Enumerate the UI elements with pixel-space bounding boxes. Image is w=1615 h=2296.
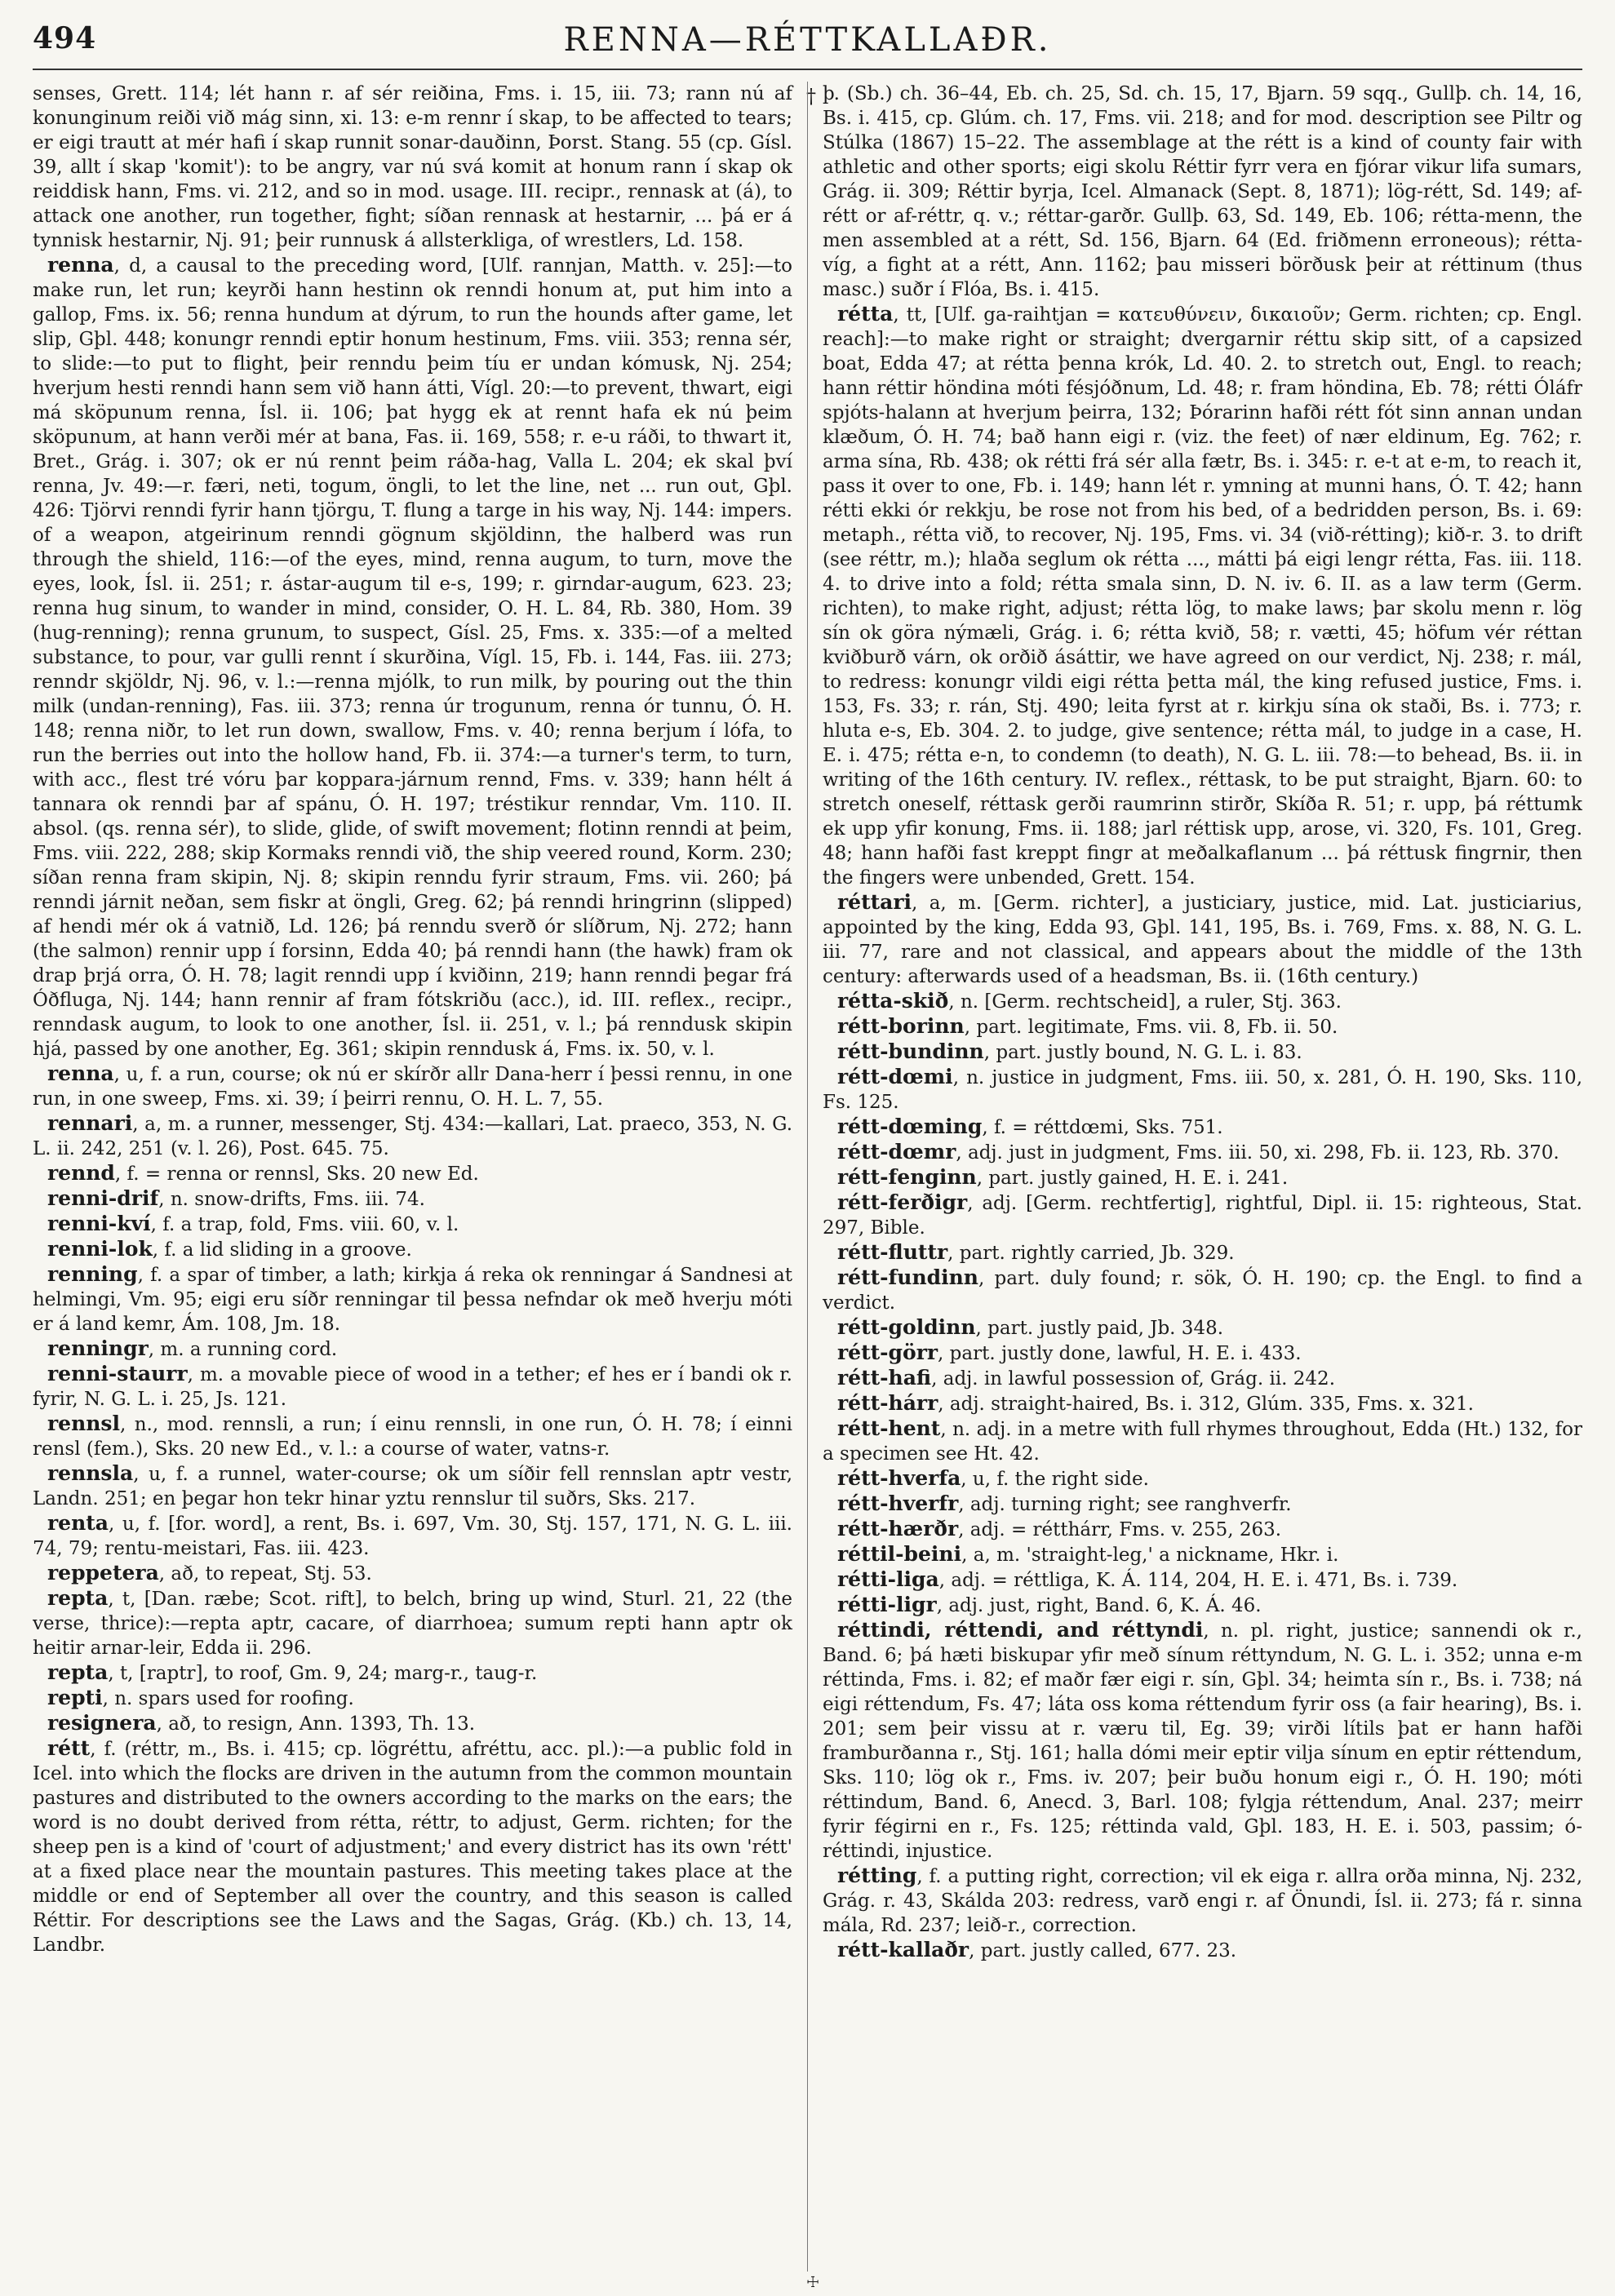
dictionary-entry: rétt-hent, n. adj. in a metre with full rhymes throughout, Edda (Ht.) 132, for a specimen see Ht. 42.	[823, 1416, 1582, 1465]
entry-headword: rétt-bundinn	[837, 1039, 984, 1063]
dictionary-entry: repti, n. spars used for roofing.	[47, 1686, 354, 1709]
dictionary-entry: rétt-hverfa, u, f. the right side.	[837, 1466, 1149, 1490]
entry-definition: n. snow-drifts, Fms. iii. 74.	[170, 1189, 425, 1210]
entry-headword: rétt-dœmr	[837, 1140, 956, 1164]
entry-definition: part. justly done, lawful, H. E. i. 433.	[949, 1343, 1302, 1364]
entry-headword: rennsla	[47, 1461, 134, 1485]
entry-definition: adj. [Germ. rechtfertig], rightful, Dipl. ii. 15: righteous, Stat. 297, Bible.	[823, 1193, 1582, 1239]
entry-headword: rétt-hærðr	[837, 1517, 959, 1540]
dictionary-entry: repta, t, [raptr], to roof, Gm. 9, 24; marg-r., taug-r.	[47, 1660, 538, 1684]
entry-headword: renningr	[47, 1336, 149, 1360]
entry-definition: adj. just, right, Band. 6, K. Á. 46.	[948, 1595, 1262, 1616]
entry-definition: part. justly paid, Jb. 348.	[987, 1318, 1224, 1339]
dictionary-entry: rétt-fluttr, part. rightly carried, Jb. 329.	[837, 1240, 1235, 1264]
entry-headword: rétt-hafi	[837, 1366, 932, 1390]
entry-headword: rétt-dœming	[837, 1115, 983, 1138]
entry-definition: adj. just in judgment, Fms. iii. 50, xi. 298, Fb. ii. 123, Rb. 370.	[967, 1142, 1560, 1164]
page-number: 494	[33, 21, 97, 55]
entry-headword: rétt-fluttr	[837, 1240, 948, 1264]
dictionary-entry: rétting, f. a putting right, correction; vil ek eiga r. allra orða minna, Nj. 232, Grág. r. 43, Skálda 203: redress, varð engi r. af Önundi, Ísl. ii. 273; fá r. sinna mála, Rd. 237; leið-r., correction.	[823, 1864, 1582, 1936]
entry-definition: adj. = réttliga, K. Á. 114, 204, H. E. i. 471, Bs. i. 739.	[951, 1570, 1458, 1591]
header-rule	[33, 69, 1582, 70]
entry-definition: n. [Germ. rechtscheid], a ruler, Stj. 363.	[960, 991, 1342, 1013]
entry-definition: f. = renna or rennsl, Sks. 20 new Ed.	[126, 1164, 479, 1185]
page-header	[33, 21, 1582, 70]
dictionary-entry: renni-staurr, m. a movable piece of wood in a tether; ef hes er í bandi ok r. fyrir, N. G. L. i. 25, Js. 121.	[33, 1362, 792, 1410]
dictionary-entry: réttil-beini, a, m. 'straight-leg,' a nickname, Hkr. i.	[837, 1542, 1339, 1566]
entry-headword: renni-kví	[47, 1212, 151, 1235]
dictionary-entry: renning, f. a spar of timber, a lath; kirkja á reka ok renningar á Sandnesi at helmingi, Vm. 95; eigi eru síðr renningar til þessa nefndar ok með hverju móti er á land kemr, Ám. 108, Jm. 18.	[33, 1262, 792, 1335]
dictionary-entry: rétt-görr, part. justly done, lawful, H. E. i. 433.	[837, 1341, 1302, 1364]
entry-headword: rétt-hverfa	[837, 1466, 961, 1490]
continuation-text: þ. (Sb.) ch. 36–44, Eb. ch. 25, Sd. ch. 15, 17, Bjarn. 59 sqq., Gullþ. ch. 14, 16, Bs. i. 415, cp. Glúm. ch. 17, Fms. vii. 218; and for mod. description see Piltr og Stúlka (1867) 15–22. The assemblage at the rétt is a kind of county fair with athletic and other sports; eigi skolu Réttir fyrr vera en fjórar vikur lifa sumars, Grág. ii. 309; Réttir byrja, Icel. Almanack (Sept. 8, 1871); lög-rétt, Sd. 149; af-rétt or af-réttr, q. v.; réttar-garðr. Gullþ. 63, Sd. 149, Eb. 106; rétta-menn, the men assembled at a rétt, Sd. 156, Bjarn. 64 (Ed. friðmenn erroneous); rétta-víg, a fight at a rétt, Ann. 1162; þau misseri börðusk þeir at réttinum (thus masc.) suðr í Flóa, Bs. i. 415.	[823, 83, 1582, 300]
entry-headword: renna	[47, 1062, 114, 1085]
entry-definition: u, f. [for. word], a rent, Bs. i. 697, Vm. 30, Stj. 157, 171, N. G. L. iii. 74, 79; rentu-meistari, Fas. iii. 423.	[33, 1514, 792, 1559]
entry-headword: repta	[47, 1660, 109, 1684]
entry-definition: u, f. the right side.	[972, 1469, 1149, 1490]
entry-definition: part. justly bound, N. G. L. i. 83.	[996, 1042, 1302, 1063]
entry-headword: renni-drif	[47, 1186, 159, 1210]
entry-definition: u, f. a run, course; ok nú er skírðr allr Dana-herr í þessi rennu, in one run, in one sweep, Fms. xi. 39; í þeirri rennu, O. H. L. 7, 55.	[33, 1064, 792, 1110]
entry-definition: part. justly gained, H. E. i. 241.	[988, 1168, 1289, 1189]
entry-headword: réttil-beini	[837, 1542, 962, 1566]
entry-headword: resignera	[47, 1711, 157, 1735]
entry-headword: rétta-skið	[837, 989, 949, 1013]
dictionary-entry: rennd, f. = renna or rennsl, Sks. 20 new Ed.	[47, 1161, 479, 1185]
entry-definition: t, [Dan. ræbe; Scot. rift], to belch, bring up wind, Sturl. 21, 22 (the verse, thrice):—repta aptr, cacare, of diarrhoea; sumum repti hann aptr ok heitir arnar-leir, Edda ii. 296.	[33, 1589, 792, 1659]
dictionary-entry: rétt-goldinn, part. justly paid, Jb. 348.	[837, 1315, 1224, 1339]
entry-definition: part. duly found; r. sök, Ó. H. 190; cp. the Engl. to find a verdict.	[823, 1268, 1582, 1314]
entry-definition: adj. = rétthárr, Fms. v. 255, 263.	[969, 1519, 1282, 1540]
entry-headword: rétt-hárr	[837, 1391, 938, 1415]
dictionary-entry: rétt-dœmr, adj. just in judgment, Fms. iii. 50, xi. 298, Fb. ii. 123, Rb. 370.	[837, 1140, 1560, 1164]
entry-headword: rétt-ferðigr	[837, 1190, 968, 1214]
dictionary-entry: repta, t, [Dan. ræbe; Scot. rift], to belch, bring up wind, Sturl. 21, 22 (the verse, thrice):—repta aptr, cacare, of diarrhoea; sumum repti hann aptr ok heitir arnar-leir, Edda ii. 296.	[33, 1586, 792, 1659]
entry-definition: part. legitimate, Fms. vii. 8, Fb. ii. 50.	[976, 1017, 1338, 1038]
dictionary-entry: rétt, f. (réttr, m., Bs. i. 415; cp. lögréttu, afréttu, acc. pl.):—a public fold in Icel. into which the flocks are driven in the autumn from the common mountain pastures and distributed to the owners according to the marks on the ears; the word is no doubt derived from rétta, réttr, to adjust, Germ. richten; for the sheep pen is a kind of 'court of adjustment;' and every district has its own 'rétt' at a fixed place near the mountain pastures. This meeting takes place at the middle or end of September all over the country, and this season is called Réttir. For descriptions see the Laws and the Sagas, Grág. (Kb.) ch. 13, 14, Landbr.	[33, 1736, 792, 1956]
entry-headword: rétt-hent	[837, 1416, 941, 1440]
entry-definition: a, m. [Germ. richter], a justiciary, justice, mid. Lat. justiciarius, appointed by the king, Edda 93, Gþl. 141, 195, Bs. i. 769, Fms. x. 88, N. G. L. iii. 77, rare and not classical, and appears about the middle of the 13th century: afterwards used of a headsman, Bs. ii. (16th century.)	[823, 893, 1582, 987]
entry-definition: a, m. a runner, messenger, Stj. 434:—kallari, Lat. praeco, 353, N. G. L. ii. 242, 251 (v. l. 26), Post. 645. 75.	[33, 1114, 793, 1159]
entry-definition: a, m. 'straight-leg,' a nickname, Hkr. i.	[973, 1545, 1339, 1566]
entry-definition: f. a putting right, correction; vil ek eiga r. allra orða minna, Nj. 232, Grág. r. 43, Skálda 203: redress, varð engi r. af Önundi, Ísl. ii. 273; fá r. sinna mála, Rd. 237; leið-r., correction.	[823, 1866, 1582, 1936]
entry-headword: rétti-ligr	[837, 1593, 937, 1616]
entry-definition: adj. turning right; see ranghverfr.	[969, 1494, 1292, 1515]
dictionary-entry: rétt-hafi, adj. in lawful possession of, Grág. ii. 242.	[837, 1366, 1336, 1390]
entry-headword: renning	[47, 1262, 138, 1286]
dictionary-entry: rétt-ferðigr, adj. [Germ. rechtfertig], rightful, Dipl. ii. 15: righteous, Stat. 297, Bible.	[823, 1190, 1582, 1239]
dictionary-entry: renni-drif, n. snow-drifts, Fms. iii. 74.	[47, 1186, 425, 1210]
entry-definition: n. spars used for roofing.	[114, 1688, 354, 1709]
entry-headword: repti	[47, 1686, 103, 1709]
entry-headword: réttindi, réttendi, and réttyndi	[837, 1618, 1204, 1642]
dictionary-entry: rétt-bundinn, part. justly bound, N. G. L. i. 83.	[837, 1039, 1302, 1063]
entry-definition: u, f. a runnel, water-course; ok um síðir fell rennslan aptr vestr, Landn. 251; en þegar hon tekr hinar yztu rennslur til suðrs, Sks. 217.	[33, 1464, 793, 1509]
entry-definition: m. a running cord.	[160, 1339, 338, 1360]
dictionary-entry: rétt-borinn, part. legitimate, Fms. vii. 8, Fb. ii. 50.	[837, 1014, 1338, 1038]
dictionary-entry: rétt-fenginn, part. justly gained, H. E. i. 241.	[837, 1165, 1289, 1189]
entry-headword: réttari	[837, 890, 912, 914]
entry-headword: rétti-liga	[837, 1567, 939, 1591]
entry-definition: adj. straight-haired, Bs. i. 312, Glúm. 335, Fms. x. 321.	[949, 1394, 1474, 1415]
column-dagger-mark: †	[806, 85, 816, 108]
dictionary-entry: renningr, m. a running cord.	[47, 1336, 338, 1360]
entry-definition: f. = réttdœmi, Sks. 751.	[993, 1117, 1223, 1138]
entry-headword: rennd	[47, 1161, 115, 1185]
entry-definition: adj. in lawful possession of, Grág. ii. 242.	[943, 1368, 1336, 1390]
dictionary-entry: renna, u, f. a run, course; ok nú er skírðr allr Dana-herr í þessi rennu, in one run, in one sweep, Fms. xi. 39; í þeirri rennu, O. H. L. 7, 55.	[33, 1062, 792, 1110]
dictionary-entry: renna, d, a causal to the preceding word, [Ulf. rannjan, Matth. v. 25]:—to make run, let run; keyrði hann hestinn ok renndi honum at, put him into a gallop, Fms. ix. 56; renna hundum at dýrum, to run the hounds after game, let slip, Gþl. 448; konungr renndi eptir honum hestinum, Fms. viii. 353; renna sér, to slide:—to put to flight, þeir renndu þeim tíu er undan kómusk, Nj. 254; hverjum hesti renndi hann sem við hann átti, Vígl. 20:—to prevent, thwart, eigi má sköpunum renna, Ísl. ii. 106; þat hygg ek at rennt hafa ek nú þeim sköpunum, at hann verði mér at bana, Fas. ii. 169, 558; r. e-u ráði, to thwart it, Bret., Grág. i. 307; ok er nú rennt þeim ráða-hag, Valla L. 204; ek skal því renna, Jv. 49:—r. færi, neti, togum, öngli, to let the line, net ... run out, Gþl. 426: Tjörvi renndi fyrir hann tjörgu, T. flung a targe in his way, Nj. 144: impers. of a weapon, atgeirinum renndi gögnum skjöldinn, the halberd was run through the shield, 116:—of the eyes, mind, renna augum, to turn, move the eyes, look, Ísl. ii. 251; r. ástar-augum til e-s, 199; r. girndar-augum, 623. 23; renna hug sinum, to wander in mind, consider, O. H. L. 84, Rb. 380, Hom. 39 (hug-renning); renna grunum, to suspect, Gísl. 25, Fms. x. 335:—of a melted substance, to pour, var gulli rennt í skurðina, Vígl. 15, Fb. i. 144, Fas. iii. 273; renndr skjöldr, Nj. 96, v. l.:—renna mjólk, to run milk, by pouring out the thin milk (undan-renning), Fas. iii. 373; renna úr trogunum, renna ór tunnu, Ó. H. 148; renna niðr, to let run down, swallow, Fms. v. 40; renna berjum í lófa, to run the berries out into the hollow hand, Fb. ii. 374:—a turner's term, to turn, with acc., flest tré vóru þar koppara-járnum rennd, Fms. v. 339; hann hélt á tannara ok renndi þar af spánu, Ó. H. 197; tréstikur renndar, Vm. 110. II. absol. (qs. renna sér), to slide, glide, of swift movement; flotinn renndi at þeim, Fms. viii. 222, 288; skip Kormaks renndi við, the ship veered round, Korm. 230; síðan renna fram skipin, Nj. 8; skipin renndu fyrir straum, Fms. vii. 260; þá renndi járnit neðan, sem fiskr at öngli, Greg. 62; þá renndi hringrinn (slipped) af hendi mér ok á vatnið, Ld. 126; þá renndu sverð ór slíðrum, Nj. 272; hann (the salmon) rennir upp í forsinn, Edda 40; þá renndi hann (the hawk) fram ok drap þrjá orra, Ó. H. 78; lagit renndi upp í kviðinn, 219; hann renndi þegar frá Óðfluga, Nj. 144; hann rennir af fram fótskriðu (acc.), id. III. reflex., recipr., renndask augum, to look to one another, Ísl. ii. 251, v. l.; þá renndusk skipin hjá, passed by one another, Eg. 361; skipin renndusk á, Fms. ix. 50, v. l.	[33, 253, 793, 1060]
footer-mark: ☩	[806, 2274, 820, 2291]
entry-headword: rétt-görr	[837, 1341, 938, 1364]
dictionary-entry: renni-lok, f. a lid sliding in a groove.	[47, 1237, 412, 1261]
entry-definition: n. justice in judgment, Fms. iii. 50, x. 281, Ó. H. 190, Sks. 110, Fs. 125.	[823, 1067, 1582, 1113]
entry-headword: reppetera	[47, 1561, 159, 1585]
entry-headword: repta	[47, 1586, 109, 1610]
entry-definition: að, to resign, Ann. 1393, Th. 13.	[168, 1713, 476, 1735]
dictionary-entry: renni-kví, f. a trap, fold, Fms. viii. 60, v. l.	[47, 1212, 459, 1235]
entry-definition: f. (réttr, m., Bs. i. 415; cp. lögréttu, afréttu, acc. pl.):—a public fold in Icel. into which the flocks are driven in the autumn from the common mountain pastures and distributed to the owners according to the marks on the ears; the word is no doubt derived from rétta, réttr, to adjust, Germ. richten; for the sheep pen is a kind of 'court of adjustment;' and every district has its own 'rétt' at a fixed place near the mountain pastures. This meeting takes place at the middle or end of September all over the country, and this season is called Réttir. For descriptions see the Laws and the Sagas, Grág. (Kb.) ch. 13, 14, Landbr.	[33, 1739, 792, 1956]
entry-headword: rétt-goldinn	[837, 1315, 976, 1339]
entry-headword: rétt-dœmi	[837, 1065, 953, 1088]
dictionary-entry: resignera, að, to resign, Ann. 1393, Th. 13.	[47, 1711, 476, 1735]
entry-headword: rennsl	[47, 1412, 121, 1435]
entry-headword: rétt-fundinn	[837, 1265, 978, 1289]
dictionary-entry: rétt-dœming, f. = réttdœmi, Sks. 751.	[837, 1115, 1223, 1138]
dictionary-entry: rétta-skið, n. [Germ. rechtscheid], a ruler, Stj. 363.	[837, 989, 1342, 1013]
entry-definition: n. adj. in a metre with full rhymes throughout, Edda (Ht.) 132, for a specimen see Ht. 42.	[823, 1419, 1582, 1465]
dictionary-entry: rétta, tt, [Ulf. ga-raihtjan = κατευθύνειν, δικαιοῦν; Germ. richten; cp. Engl. reach]:—to make right or straight; dvergarnir réttu skip sitt, of a capsized boat, Edda 47; at rétta þenna krók, Ld. 40. 2. to stretch out, Engl. to reach; hann réttir höndina móti fésjóðnum, Ld. 48; r. fram höndina, Eb. 78; rétti Óláfr spjóts-halann at hverjum þeirra, 132; Þórarinn hafði rétt fót sinn annan undan klæðum, Ó. H. 74; bað hann eigi r. (viz. the feet) of nær eldinum, Eg. 762; r. arma sína, Rb. 438; ok rétti frá sér alla fætr, Bs. i. 345: r. e-t at e-m, to reach it, pass it over to one, Fb. i. 149; hann lét r. ymning at munni hans, Ó. T. 42; hann rétti ekki ór rekkju, be rose not from his bed, of a bedridden person, Bs. i. 69: metaph., rétta við, to recover, Nj. 195, Fms. vi. 34 (við-rétting); kið-r. 3. to drift (see réttr, m.); hlaða seglum ok rétta ..., mátti þá eigi lengr rétta, Fas. iii. 118. 4. to drive into a fold; rétta smala sinn, D. N. iv. 6. II. as a law term (Germ. richten), to make right, adjust; rétta lög, to make laws; þar skolu menn r. lög sín ok göra nýmæli, Grág. i. 6; rétta kvið, 58; r. vætti, 45; höfum vér réttan kviðburð várn, ok orðið ásáttir, we have agreed on our verdict, Nj. 238; r. mál, to redress: konungr vildi eigi rétta þetta mál, the king refused justice, Fms. i. 153, Fs. 33; r. rán, Stj. 490; leita fyrst at r. kirkju sína ok staði, Bs. i. 773; r. hluta e-s, Eb. 304. 2. to judge, give sentence; rétta mál, to judge in a case, H. E. i. 475; rétta e-n, to condemn (to death), N. G. L. iii. 78:—to behead, Bs. ii. in writing of the 16th century. IV. reflex., réttask, to be put straight, Bjarn. 60: to stretch oneself, réttask gerði raumrinn stirðr, Skíða R. 51; r. upp, þá réttumk ek upp yfir konung, Fms. ii. 188; jarl réttisk upp, arose, vi. 320, Fs. 101, Greg. 48; hann hafði fast kreppt fingr at meðalkaflanum ... þá réttusk fingrnir, then the fingers were unbended, Grett. 154.	[823, 302, 1582, 889]
dictionary-entry: rennari, a, m. a runner, messenger, Stj. 434:—kallari, Lat. praeco, 353, N. G. L. ii. 242, 251 (v. l. 26), Post. 645. 75.	[33, 1111, 793, 1159]
dictionary-entry: réttindi, réttendi, and réttyndi, n. pl. right, justice; sannendi ok r., Band. 6; þá hæti biskupar yfir með sínum réttyndum, N. G. L. i. 352; unna e-m réttinda, Fms. i. 82; ef maðr fær eigi r. sín, Gþl. 34; heimta sín r., Bs. i. 738; ná eigi réttendum, Fs. 47; láta oss koma réttendum fyrir oss (a fair hearing), Bs. i. 201; sem þeir vissu at r. væru til, Eg. 39; virði lítils þat er hann hafði framburðanna r., Stj. 161; halla dómi meir eptir vilja sínum en eptir réttendum, Sks. 110; lög ok r., Fms. iv. 207; þeir buðu honum eigi r., Ó. H. 190; móti réttindum, Band. 6, Anecd. 3, Barl. 108; fylgja réttendum, Anal. 237; meirr fyrir fégirni en r., Fs. 125; réttinda vald, Gþl. 183, H. E. i. 503, passim; ó-réttindi, injustice.	[823, 1618, 1582, 1862]
dictionary-entry: reppetera, að, to repeat, Stj. 53.	[47, 1561, 372, 1585]
entry-headword: renni-lok	[47, 1237, 153, 1261]
entry-definition: d, a causal to the preceding word, [Ulf. rannjan, Matth. v. 25]:—to make run, let run; keyrði hann hestinn ok renndi honum at, put him into a gallop, Fms. ix. 56; renna hundum at dýrum, to run the hounds after game, let slip, Gþl. 448; konungr renndi eptir honum hestinum, Fms. viii. 353; renna sér, to slide:—to put to flight, þeir renndu þeim tíu er undan kómusk, Nj. 254; hverjum hesti renndi hann sem við hann átti, Vígl. 20:—to prevent, thwart, eigi má sköpunum renna, Ísl. ii. 106; þat hygg ek at rennt hafa ek nú þeim sköpunum, at hann verði mér at bana, Fas. ii. 169, 558; r. e-u ráði, to thwart it, Bret., Grág. i. 307; ok er nú rennt þeim ráða-hag, Valla L. 204; ek skal því renna, Jv. 49:—r. færi, neti, togum, öngli, to let the line, net ... run out, Gþl. 426: Tjörvi renndi fyrir hann tjörgu, T. flung a targe in his way, Nj. 144: impers. of a weapon, atgeirinum renndi gögnum skjöldinn, the halberd was run through the shield, 116:—of the eyes, mind, renna augum, to turn, move the eyes, look, Ísl. ii. 251; r. ástar-augum til e-s, 199; r. girndar-augum, 623. 23; renna hug sinum, to wander in mind, consider, O. H. L. 84, Rb. 380, Hom. 39 (hug-renning); renna grunum, to suspect, Gísl. 25, Fms. x. 335:—of a melted substance, to pour, var gulli rennt í skurðina, Vígl. 15, Fb. i. 144, Fas. iii. 273; renndr skjöldr, Nj. 96, v. l.:—renna mjólk, to run milk, by pouring out the thin milk (undan-renning), Fas. iii. 373; renna úr trogunum, renna ór tunnu, Ó. H. 148; renna niðr, to let run down, swallow, Fms. v. 40; renna berjum í lófa, to run the berries out into the hollow hand, Fb. ii. 374:—a turner's term, to turn, with acc., flest tré vóru þar koppara-járnum rennd, Fms. v. 339; hann hélt á tannara ok renndi þar af spánu, Ó. H. 197; tréstikur renndar, Vm. 110. II. absol. (qs. renna sér), to slide, glide, of swift movement; flotinn renndi at þeim, Fms. viii. 222, 288; skip Kormaks renndi við, the ship veered round, Korm. 230; síðan renna fram skipin, Nj. 8; skipin renndu fyrir straum, Fms. vii. 260; þá renndi járnit neðan, sem fiskr at öngli, Greg. 62; þá renndi hringrinn (slipped) af hendi mér ok á vatnið, Ld. 126; þá renndu sverð ór slíðrum, Nj. 272; hann (the salmon) rennir upp í forsinn, Edda 40; þá renndi hann (the hawk) fram ok drap þrjá orra, Ó. H. 78; lagit renndi upp í kviðinn, 219; hann renndi þegar frá Óðfluga, Nj. 144; hann rennir af fram fótskriðu (acc.), id. III. reflex., recipr., renndask augum, to look to one another, Ísl. ii. 251, v. l.; þá renndusk skipin hjá, passed by one another, Eg. 361; skipin renndusk á, Fms. ix. 50, v. l.	[33, 255, 793, 1060]
dictionary-entry: rennsla, u, f. a runnel, water-course; ok um síðir fell rennslan aptr vestr, Landn. 251; en þegar hon tekr hinar yztu rennslur til suðrs, Sks. 217.	[33, 1461, 793, 1509]
entry-headword: renni-staurr	[47, 1362, 188, 1385]
dictionary-entry: rétt-hárr, adj. straight-haired, Bs. i. 312, Glúm. 335, Fms. x. 321.	[837, 1391, 1474, 1415]
dictionary-entry: rétti-ligr, adj. just, right, Band. 6, K. Á. 46.	[837, 1593, 1262, 1616]
entry-headword: renta	[47, 1511, 109, 1535]
entry-headword: rétt	[47, 1736, 91, 1760]
continuation-text: senses, Grett. 114; lét hann r. af sér reiðina, Fms. i. 15, iii. 73; rann nú af konunginum reiði við mág sinn, xi. 13: e-m rennr í skap, to be affected to tears; er eigi trautt at mér hafi í skap runnit sonar-dauðinn, Þorst. Stang. 55 (cp. Gísl. 39, allt í skap 'komit'): to be angry, var nú svá komit at honum rann í skap ok reiddisk hann, Fms. vi. 212, and so in mod. usage. III. recipr., rennask at (á), to attack one another, run together, fight; síðan rennask at hestarnir, ... þá er á tynnisk hestarnir, Nj. 91; þeir runnusk á allsterkliga, of wrestlers, Ld. 158.	[33, 83, 792, 251]
entry-definition: að, to repeat, Stj. 53.	[171, 1563, 372, 1585]
dictionary-entry: rétt-dœmi, n. justice in judgment, Fms. iii. 50, x. 281, Ó. H. 190, Sks. 110, Fs. 125.	[823, 1065, 1582, 1113]
columns	[33, 82, 1582, 2272]
entry-headword: rétting	[837, 1864, 917, 1887]
entry-headword: rétt-borinn	[837, 1014, 965, 1038]
entry-definition: n. pl. right, justice; sannendi ok r., Band. 6; þá hæti biskupar yfir með sínum réttyndum, N. G. L. i. 352; unna e-m réttinda, Fms. i. 82; ef maðr fær eigi r. sín, Gþl. 34; heimta sín r., Bs. i. 738; ná eigi réttendum, Fs. 47; láta oss koma réttendum fyrir oss (a fair hearing), Bs. i. 201; sem þeir vissu at r. væru til, Eg. 39; virði lítils þat er hann hafði framburðanna r., Stj. 161; halla dómi meir eptir vilja sínum en eptir réttendum, Sks. 110; lög ok r., Fms. iv. 207; þeir buðu honum eigi r., Ó. H. 190; móti réttindum, Band. 6, Anecd. 3, Barl. 108; fylgja réttendum, Anal. 237; meirr fyrir fégirni en r., Fs. 125; réttinda vald, Gþl. 183, H. E. i. 503, passim; ó-réttindi, injustice.	[823, 1620, 1582, 1862]
dictionary-entry: rétti-liga, adj. = réttliga, K. Á. 114, 204, H. E. i. 471, Bs. i. 739.	[837, 1567, 1458, 1591]
entry-definition: n., mod. rennsli, a run; í einu rennsli, in one run, Ó. H. 78; í einni rensl (fem.), Sks. 20 new Ed., v. l.: a course of water, vatns-r.	[33, 1414, 792, 1460]
entry-headword: rétt-hverfr	[837, 1492, 959, 1515]
dictionary-entry: rétt-hærðr, adj. = rétthárr, Fms. v. 255, 263.	[837, 1517, 1282, 1540]
dictionary-entry: renta, u, f. [for. word], a rent, Bs. i. 697, Vm. 30, Stj. 157, 171, N. G. L. iii. 74, 79; rentu-meistari, Fas. iii. 423.	[33, 1511, 792, 1559]
entry-headword: rétta	[837, 302, 894, 326]
entry-definition: f. a spar of timber, a lath; kirkja á reka ok renningar á Sandnesi at helmingi, Vm. 95; eigi eru síðr renningar til þessa nefndar ok með hverju móti er á land kemr, Ám. 108, Jm. 18.	[33, 1265, 792, 1335]
entry-definition: tt, [Ulf. ga-raihtjan = κατευθύνειν, δικαιοῦν; Germ. richten; cp. Engl. reach]:—to make right or straight; dvergarnir réttu skip sitt, of a capsized boat, Edda 47; at rétta þenna krók, Ld. 40. 2. to stretch out, Engl. to reach; hann réttir höndina móti fésjóðnum, Ld. 48; r. fram höndina, Eb. 78; rétti Óláfr spjóts-halann at hverjum þeirra, 132; Þórarinn hafði rétt fót sinn annan undan klæðum, Ó. H. 74; bað hann eigi r. (viz. the feet) of nær eldinum, Eg. 762; r. arma sína, Rb. 438; ok rétti frá sér alla fætr, Bs. i. 345: r. e-t at e-m, to reach it, pass it over to one, Fb. i. 149; hann lét r. ymning at munni hans, Ó. T. 42; hann rétti ekki ór rekkju, be rose not from his bed, of a bedridden person, Bs. i. 69: metaph., rétta við, to recover, Nj. 195, Fms. vi. 34 (við-rétting); kið-r. 3. to drift (see réttr, m.); hlaða seglum ok rétta ..., mátti þá eigi lengr rétta, Fas. iii. 118. 4. to drive into a fold; rétta smala sinn, D. N. iv. 6. II. as a law term (Germ. richten), to make right, adjust; rétta lög, to make laws; þar skolu menn r. lög sín ok göra nýmæli, Grág. i. 6; rétta kvið, 58; r. vætti, 45; höfum vér réttan kviðburð várn, ok orðið ásáttir, we have agreed on our verdict, Nj. 238; r. mál, to redress: konungr vildi eigi rétta þetta mál, the king refused justice, Fms. i. 153, Fs. 33; r. rán, Stj. 490; leita fyrst at r. kirkju sína ok staði, Bs. i. 773; r. hluta e-s, Eb. 304. 2. to judge, give sentence; rétta mál, to judge in a case, H. E. i. 475; rétta e-n, to condemn (to death), N. G. L. iii. 78:—to behead, Bs. ii. in writing of the 16th century. IV. reflex., réttask, to be put straight, Bjarn. 60: to stretch oneself, réttask gerði raumrinn stirðr, Skíða R. 51; r. upp, þá réttumk ek upp yfir konung, Fms. ii. 188; jarl réttisk upp, arose, vi. 320, Fs. 101, Greg. 48; hann hafði fast kreppt fingr at meðalkaflanum ... þá réttusk fingrnir, then the fingers were unbended, Grett. 154.	[823, 304, 1582, 889]
right-column	[808, 82, 1582, 2272]
entry-headword: rétt-fenginn	[837, 1165, 977, 1189]
running-title: RENNA—RÉTTKALLAÐR.	[563, 21, 1052, 59]
entry-definition: part. rightly carried, Jb. 329.	[959, 1243, 1235, 1264]
dictionary-entry: rétt-kallaðr, part. justly called, 677. 23.	[837, 1938, 1237, 1961]
entry-definition: f. a lid sliding in a groove.	[164, 1239, 412, 1261]
entry-headword: renna	[47, 253, 114, 277]
entry-definition: t, [raptr], to roof, Gm. 9, 24; marg-r., taug-r.	[119, 1663, 538, 1684]
left-column	[33, 82, 807, 2272]
dictionary-entry: rétt-hverfr, adj. turning right; see ranghverfr.	[837, 1492, 1292, 1515]
entry-headword: rétt-kallaðr	[837, 1938, 969, 1961]
dictionary-entry: réttari, a, m. [Germ. richter], a justiciary, justice, mid. Lat. justiciarius, appointed by the king, Edda 93, Gþl. 141, 195, Bs. i. 769, Fms. x. 88, N. G. L. iii. 77, rare and not classical, and appears about the middle of the 13th century: afterwards used of a headsman, Bs. ii. (16th century.)	[823, 890, 1582, 987]
entry-definition: part. justly called, 677. 23.	[980, 1940, 1237, 1961]
entry-headword: rennari	[47, 1111, 133, 1135]
entry-definition: m. a movable piece of wood in a tether; ef hes er í bandi ok r. fyrir, N. G. L. i. 25, Js. 121.	[33, 1364, 792, 1410]
dictionary-entry: rennsl, n., mod. rennsli, a run; í einu rennsli, in one run, Ó. H. 78; í einni rensl (fem.), Sks. 20 new Ed., v. l.: a course of water, vatns-r.	[33, 1412, 792, 1460]
dictionary-entry: rétt-fundinn, part. duly found; r. sök, Ó. H. 190; cp. the Engl. to find a verdict.	[823, 1265, 1582, 1314]
entry-definition: f. a trap, fold, Fms. viii. 60, v. l.	[162, 1214, 459, 1235]
